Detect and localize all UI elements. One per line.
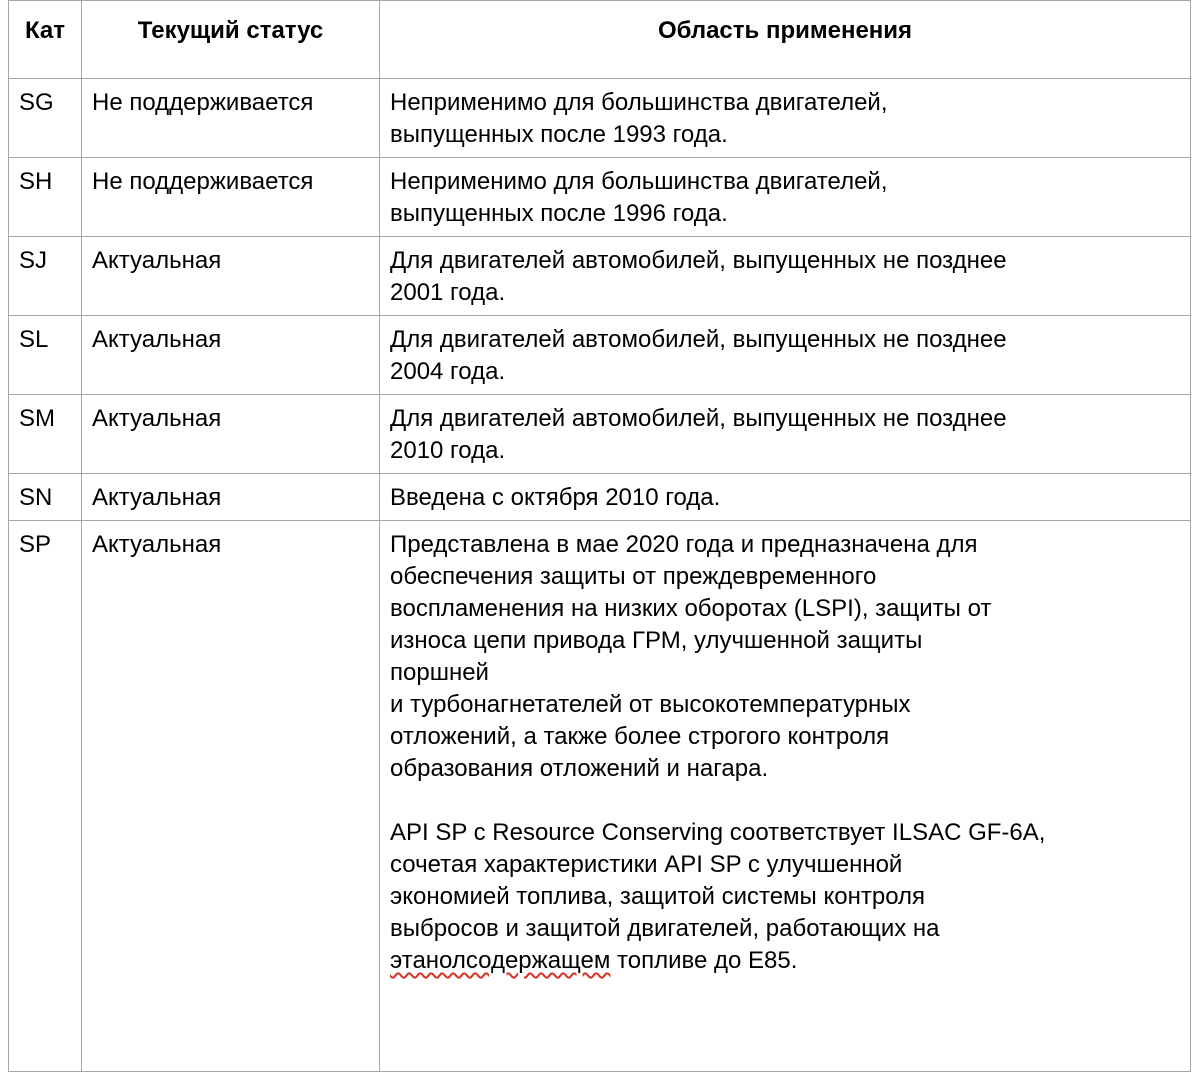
table-header-row (9, 1, 1191, 79)
scope-line: выпущенных после 1996 года. (390, 200, 728, 227)
status-cell (82, 158, 380, 237)
scope-cell (380, 395, 1191, 474)
scope-line: Для двигателей автомобилей, выпущенных не позднее (390, 405, 1007, 432)
scope-line: и турбонагнетателей от высокотемпературных (390, 691, 911, 718)
category-value: SJ (19, 247, 48, 274)
status-cell (82, 395, 380, 474)
scope-line: Для двигателей автомобилей, выпущенных не позднее (390, 326, 1007, 353)
scope-line: образования отложений и нагара. (390, 755, 769, 782)
category-value: SM (19, 405, 55, 432)
scope-paragraph-1 (390, 529, 1180, 785)
scope-line: воспламенения на низких оборотах (LSPI), защиты от (390, 595, 992, 622)
scope-line: обеспечения защиты от преждевременного (390, 563, 877, 590)
table-row (9, 395, 1191, 474)
status-value: Актуальная (92, 484, 222, 511)
status-value: Актуальная (92, 531, 222, 558)
scope-cell (380, 474, 1191, 521)
scope-cell (380, 158, 1191, 237)
scope-line: отложений, а также более строгого контроля (390, 723, 890, 750)
category-cell (9, 316, 82, 395)
category-cell (9, 237, 82, 316)
status-cell (82, 316, 380, 395)
scope-line: выпущенных после 1993 года. (390, 121, 728, 148)
scope-line: Введена с октября 2010 года. (390, 484, 721, 511)
scope-line: сочетая характеристики API SP с улучшенной (390, 851, 903, 878)
misspelled-word[interactable]: этанолсодержащем (390, 947, 611, 974)
status-value: Актуальная (92, 247, 222, 274)
scope-line (390, 945, 1180, 977)
scope-line: поршней (390, 659, 489, 686)
table-row (9, 79, 1191, 158)
scope-line: Неприменимо для большинства двигателей, (390, 168, 888, 195)
status-value: Актуальная (92, 405, 222, 432)
scope-line: Представлена в мае 2020 года и предназначена для (390, 531, 978, 558)
table-row (9, 474, 1191, 521)
scope-line: 2004 года. (390, 358, 506, 385)
scope-line: 2010 года. (390, 437, 506, 464)
category-value: SN (19, 484, 53, 511)
scope-cell (380, 237, 1191, 316)
header-category: Кат (9, 1, 82, 79)
status-cell (82, 79, 380, 158)
scope-line: Неприменимо для большинства двигателей, (390, 89, 888, 116)
category-cell (9, 79, 82, 158)
scope-line: износа цепи привода ГРМ, улучшенной защиты (390, 627, 923, 654)
status-value: Актуальная (92, 326, 222, 353)
scope-cell (380, 79, 1191, 158)
category-value: SP (19, 531, 52, 558)
scope-line: экономией топлива, защитой системы контроля (390, 883, 926, 910)
status-cell (82, 237, 380, 316)
category-value: SH (19, 168, 53, 195)
table-row (9, 316, 1191, 395)
scope-line: выбросов и защитой двигателей, работающих на (390, 915, 940, 942)
table-row (9, 237, 1191, 316)
header-status: Текущий статус (82, 1, 380, 79)
scope-line: API SP с Resource Conserving соответствует ILSAC GF-6A, (390, 819, 1046, 846)
category-value: SL (19, 326, 49, 353)
category-cell (9, 521, 82, 1072)
scope-line: Для двигателей автомобилей, выпущенных не позднее (390, 247, 1007, 274)
table-row (9, 521, 1191, 1072)
category-cell (9, 395, 82, 474)
scope-text-tail: топливе до E85. (610, 947, 798, 974)
table-row (9, 158, 1191, 237)
scope-cell (380, 316, 1191, 395)
status-cell (82, 474, 380, 521)
status-cell (82, 521, 380, 1072)
scope-cell (380, 521, 1191, 1072)
api-category-table (8, 0, 1191, 1072)
category-cell (9, 474, 82, 521)
scope-line: 2001 года. (390, 279, 506, 306)
status-value: Не поддерживается (92, 89, 314, 116)
category-cell (9, 158, 82, 237)
header-scope: Область применения (380, 1, 1191, 79)
category-value: SG (19, 89, 54, 116)
scope-paragraph-2 (390, 817, 1180, 977)
status-value: Не поддерживается (92, 168, 314, 195)
